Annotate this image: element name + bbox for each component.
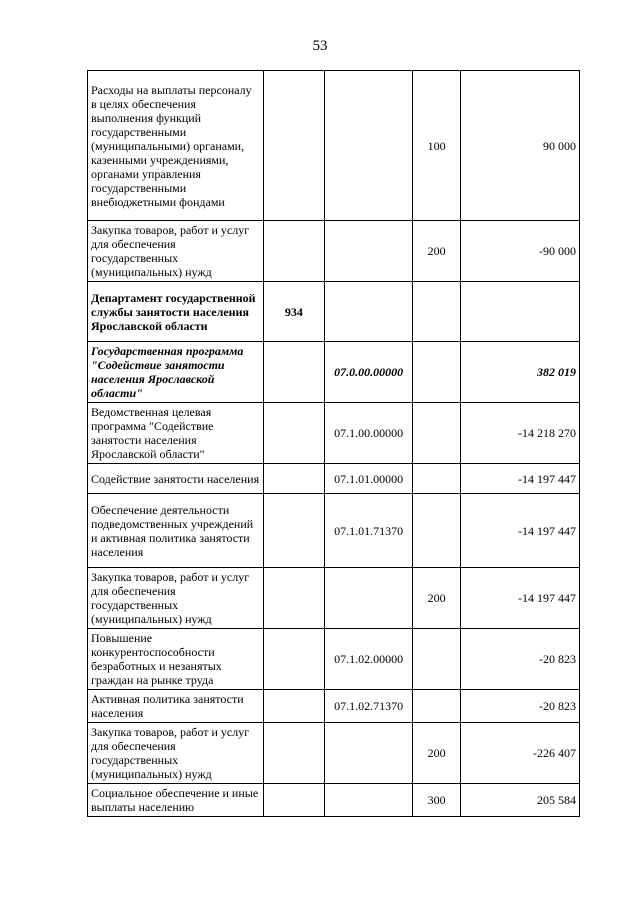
row-ministry-code — [263, 342, 324, 403]
row-expense-type: 200 — [413, 568, 461, 629]
row-amount: -14 197 447 — [461, 464, 580, 494]
row-target-article: 07.1.02.00000 — [324, 629, 412, 690]
row-expense-type — [413, 282, 461, 342]
table-row — [88, 282, 580, 342]
row-name: Департамент государственной службы занятости населения Ярославской области — [88, 282, 264, 342]
row-amount: -14 197 447 — [461, 568, 580, 629]
row-target-article — [324, 71, 412, 221]
row-expense-type: 200 — [413, 723, 461, 784]
row-amount: 90 000 — [461, 71, 580, 221]
row-ministry-code — [263, 403, 324, 464]
row-expense-type — [413, 464, 461, 494]
row-ministry-code: 934 — [263, 282, 324, 342]
table-row — [88, 690, 580, 723]
table-row — [88, 629, 580, 690]
row-name: Ведомственная целевая программа "Содействие занятости населения Ярославской области" — [88, 403, 264, 464]
table-row — [88, 221, 580, 282]
row-target-article — [324, 784, 412, 817]
row-target-article: 07.0.00.00000 — [324, 342, 412, 403]
row-amount: -14 218 270 — [461, 403, 580, 464]
row-target-article — [324, 568, 412, 629]
row-ministry-code — [263, 568, 324, 629]
row-name: Расходы на выплаты персоналу в целях обеспечения выполнения функций государственными (муниципальными) органами, казенными учреждениями, органами управления государственными внебюджетными фондами — [88, 71, 264, 221]
row-ministry-code — [263, 71, 324, 221]
row-amount: -14 197 447 — [461, 494, 580, 568]
row-ministry-code — [263, 464, 324, 494]
table-row — [88, 723, 580, 784]
row-target-article — [324, 221, 412, 282]
row-name: Социальное обеспечение и иные выплаты населению — [88, 784, 264, 817]
table-row — [88, 71, 580, 221]
row-ministry-code — [263, 494, 324, 568]
page-number: 53 — [312, 38, 328, 54]
row-target-article: 07.1.00.00000 — [324, 403, 412, 464]
row-target-article — [324, 282, 412, 342]
row-ministry-code — [263, 784, 324, 817]
row-expense-type: 100 — [413, 71, 461, 221]
row-expense-type — [413, 403, 461, 464]
row-expense-type — [413, 690, 461, 723]
row-ministry-code — [263, 629, 324, 690]
row-amount: -226 407 — [461, 723, 580, 784]
row-expense-type — [413, 494, 461, 568]
row-ministry-code — [263, 221, 324, 282]
table-row — [88, 403, 580, 464]
row-name: Закупка товаров, работ и услуг для обеспечения государственных (муниципальных) нужд — [88, 221, 264, 282]
row-amount: -90 000 — [461, 221, 580, 282]
row-amount: -20 823 — [461, 690, 580, 723]
table-row — [88, 494, 580, 568]
table-row — [88, 342, 580, 403]
row-amount: -20 823 — [461, 629, 580, 690]
row-name: Активная политика занятости населения — [88, 690, 264, 723]
row-target-article: 07.1.01.00000 — [324, 464, 412, 494]
row-name: Содействие занятости населения — [88, 464, 264, 494]
row-amount: 205 584 — [461, 784, 580, 817]
row-amount — [461, 282, 580, 342]
row-amount: 382 019 — [461, 342, 580, 403]
budget-table — [87, 70, 580, 817]
row-target-article: 07.1.02.71370 — [324, 690, 412, 723]
row-ministry-code — [263, 723, 324, 784]
row-name: Повышение конкурентоспособности безработных и незанятых граждан на рынке труда — [88, 629, 264, 690]
row-expense-type — [413, 342, 461, 403]
row-name: Закупка товаров, работ и услуг для обеспечения государственных (муниципальных) нужд — [88, 568, 264, 629]
row-expense-type: 200 — [413, 221, 461, 282]
table-row — [88, 568, 580, 629]
row-name: Государственная программа "Содействие занятости населения Ярославской области" — [88, 342, 264, 403]
row-target-article — [324, 723, 412, 784]
table-row — [88, 784, 580, 817]
row-expense-type: 300 — [413, 784, 461, 817]
row-name: Обеспечение деятельности подведомственных учреждений и активная политика занятости населения — [88, 494, 264, 568]
row-name: Закупка товаров, работ и услуг для обеспечения государственных (муниципальных) нужд — [88, 723, 264, 784]
row-ministry-code — [263, 690, 324, 723]
row-target-article: 07.1.01.71370 — [324, 494, 412, 568]
row-expense-type — [413, 629, 461, 690]
table-row — [88, 464, 580, 494]
